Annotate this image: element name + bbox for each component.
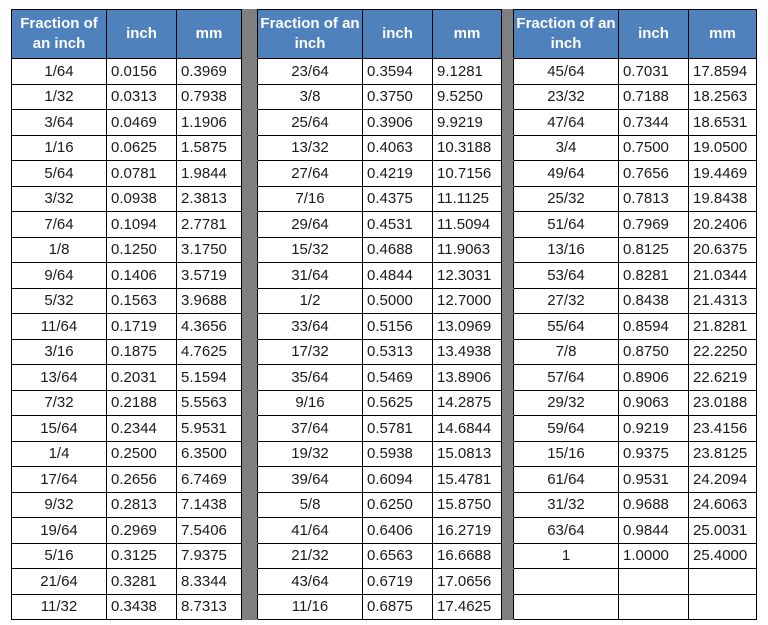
inch-cell: 0.2188 (107, 390, 177, 416)
column-separator (242, 237, 258, 263)
mm-cell: 12.7000 (433, 288, 502, 314)
column-separator (502, 10, 514, 59)
mm-cell: 18.6531 (689, 110, 757, 136)
mm-cell: 7.9375 (177, 543, 242, 569)
fraction-to-mm-conversion-table (11, 9, 757, 620)
table-row (12, 492, 757, 518)
fraction-cell: 5/64 (12, 161, 107, 187)
inch-cell: 0.6719 (363, 569, 433, 595)
inch-cell: 0.4531 (363, 212, 433, 238)
inch-cell: 1.0000 (619, 543, 689, 569)
column-separator (502, 84, 514, 110)
inch-cell: 0.9531 (619, 467, 689, 493)
column-separator (242, 288, 258, 314)
column-separator (242, 569, 258, 595)
mm-cell: 2.7781 (177, 212, 242, 238)
mm-cell: 16.6688 (433, 543, 502, 569)
mm-cell: 13.8906 (433, 365, 502, 391)
inch-cell: 0.7969 (619, 212, 689, 238)
mm-cell: 23.8125 (689, 441, 757, 467)
inch-cell: 0.3594 (363, 59, 433, 85)
fraction-cell: 7/64 (12, 212, 107, 238)
fraction-cell: 1/4 (12, 441, 107, 467)
mm-cell: 23.0188 (689, 390, 757, 416)
fraction-cell: 1/16 (12, 135, 107, 161)
column-separator (242, 543, 258, 569)
fraction-cell: 25/64 (258, 110, 363, 136)
mm-cell: 3.9688 (177, 288, 242, 314)
column-separator (242, 314, 258, 340)
inch-cell: 0.8594 (619, 314, 689, 340)
inch-cell: 0.1875 (107, 339, 177, 365)
fraction-cell: 15/64 (12, 416, 107, 442)
column-separator (502, 543, 514, 569)
column-separator (502, 212, 514, 238)
inch-cell: 0.7188 (619, 84, 689, 110)
inch-cell: 0.8281 (619, 263, 689, 289)
column-separator (242, 84, 258, 110)
mm-cell: 16.2719 (433, 518, 502, 544)
fraction-cell: 15/16 (514, 441, 619, 467)
fraction-cell: 1/2 (258, 288, 363, 314)
fraction-cell: 49/64 (514, 161, 619, 187)
table-row (12, 59, 757, 85)
inch-cell: 0.5781 (363, 416, 433, 442)
fraction-cell: 3/16 (12, 339, 107, 365)
column-separator (502, 314, 514, 340)
inch-cell: 0.2031 (107, 365, 177, 391)
inch-cell: 0.1719 (107, 314, 177, 340)
inch-cell: 0.3438 (107, 594, 177, 620)
inch-cell: 0.6875 (363, 594, 433, 620)
column-separator (242, 339, 258, 365)
fraction-cell: 15/32 (258, 237, 363, 263)
header-mm: mm (177, 10, 242, 59)
fraction-cell: 13/32 (258, 135, 363, 161)
fraction-cell: 1/64 (12, 59, 107, 85)
mm-cell: 3.1750 (177, 237, 242, 263)
table-row (12, 390, 757, 416)
header-fraction: Fraction of an inch (258, 10, 363, 59)
column-separator (242, 441, 258, 467)
mm-cell: 7.5406 (177, 518, 242, 544)
conversion-table-container (11, 9, 757, 620)
mm-cell: 4.7625 (177, 339, 242, 365)
mm-cell: 7.1438 (177, 492, 242, 518)
column-separator (502, 492, 514, 518)
mm-cell: 14.2875 (433, 390, 502, 416)
mm-cell: 4.3656 (177, 314, 242, 340)
mm-cell: 1.1906 (177, 110, 242, 136)
column-separator (242, 518, 258, 544)
mm-cell: 25.0031 (689, 518, 757, 544)
table-row (12, 314, 757, 340)
column-separator (242, 212, 258, 238)
inch-cell: 0.3125 (107, 543, 177, 569)
inch-cell: 0.8906 (619, 365, 689, 391)
mm-cell: 25.4000 (689, 543, 757, 569)
fraction-cell: 29/64 (258, 212, 363, 238)
fraction-cell: 25/32 (514, 186, 619, 212)
fraction-cell: 11/64 (12, 314, 107, 340)
column-separator (242, 390, 258, 416)
table-row (12, 110, 757, 136)
fraction-cell: 1/32 (12, 84, 107, 110)
inch-cell: 0.1094 (107, 212, 177, 238)
mm-cell: 11.1125 (433, 186, 502, 212)
fraction-cell: 1/8 (12, 237, 107, 263)
mm-cell: 0.3969 (177, 59, 242, 85)
mm-cell: 19.0500 (689, 135, 757, 161)
table-row (12, 339, 757, 365)
mm-cell: 8.7313 (177, 594, 242, 620)
inch-cell: 0.4844 (363, 263, 433, 289)
mm-cell: 17.4625 (433, 594, 502, 620)
inch-cell: 0.4375 (363, 186, 433, 212)
mm-cell: 10.7156 (433, 161, 502, 187)
table-row (12, 569, 757, 595)
inch-cell: 0.3750 (363, 84, 433, 110)
mm-cell: 13.0969 (433, 314, 502, 340)
column-separator (242, 365, 258, 391)
fraction-cell: 35/64 (258, 365, 363, 391)
table-row (12, 518, 757, 544)
table-row (12, 212, 757, 238)
header-row (12, 10, 757, 59)
column-separator (502, 59, 514, 85)
inch-cell: 0.6406 (363, 518, 433, 544)
inch-cell: 0.0625 (107, 135, 177, 161)
fraction-cell: 51/64 (514, 212, 619, 238)
column-separator (242, 416, 258, 442)
fraction-cell: 57/64 (514, 365, 619, 391)
mm-cell: 14.6844 (433, 416, 502, 442)
table-row (12, 161, 757, 187)
inch-cell: 0.6563 (363, 543, 433, 569)
inch-cell: 0.0938 (107, 186, 177, 212)
fraction-cell: 11/16 (258, 594, 363, 620)
fraction-cell: 7/16 (258, 186, 363, 212)
mm-cell: 21.0344 (689, 263, 757, 289)
fraction-cell: 3/64 (12, 110, 107, 136)
mm-cell: 24.2094 (689, 467, 757, 493)
inch-cell: 0.8750 (619, 339, 689, 365)
inch-cell: 0.3281 (107, 569, 177, 595)
inch-cell: 0.9375 (619, 441, 689, 467)
fraction-cell: 31/32 (514, 492, 619, 518)
mm-cell: 5.5563 (177, 390, 242, 416)
table-row (12, 288, 757, 314)
inch-cell: 0.7813 (619, 186, 689, 212)
table-row (12, 84, 757, 110)
inch-cell: 0.9063 (619, 390, 689, 416)
inch-cell: 0.6094 (363, 467, 433, 493)
mm-cell: 22.6219 (689, 365, 757, 391)
fraction-cell: 17/64 (12, 467, 107, 493)
fraction-cell: 7/8 (514, 339, 619, 365)
table-row (12, 263, 757, 289)
inch-cell: 0.5469 (363, 365, 433, 391)
inch-cell (619, 594, 689, 620)
header-inch: inch (619, 10, 689, 59)
fraction-cell: 11/32 (12, 594, 107, 620)
fraction-cell: 5/32 (12, 288, 107, 314)
table-row (12, 441, 757, 467)
fraction-cell: 9/32 (12, 492, 107, 518)
table-row (12, 467, 757, 493)
mm-cell: 5.9531 (177, 416, 242, 442)
fraction-cell: 43/64 (258, 569, 363, 595)
fraction-cell: 13/16 (514, 237, 619, 263)
fraction-cell: 1 (514, 543, 619, 569)
mm-cell: 6.7469 (177, 467, 242, 493)
inch-cell: 0.2813 (107, 492, 177, 518)
column-separator (242, 467, 258, 493)
mm-cell: 2.3813 (177, 186, 242, 212)
fraction-cell: 39/64 (258, 467, 363, 493)
column-separator (502, 237, 514, 263)
header-inch: inch (363, 10, 433, 59)
fraction-cell: 5/8 (258, 492, 363, 518)
fraction-cell: 19/64 (12, 518, 107, 544)
mm-cell: 15.4781 (433, 467, 502, 493)
mm-cell: 17.0656 (433, 569, 502, 595)
mm-cell (689, 569, 757, 595)
inch-cell: 0.0156 (107, 59, 177, 85)
inch-cell: 0.3906 (363, 110, 433, 136)
inch-cell: 0.1406 (107, 263, 177, 289)
mm-cell: 15.8750 (433, 492, 502, 518)
inch-cell: 0.4219 (363, 161, 433, 187)
mm-cell: 18.2563 (689, 84, 757, 110)
header-mm: mm (689, 10, 757, 59)
mm-cell: 8.3344 (177, 569, 242, 595)
inch-cell: 0.9844 (619, 518, 689, 544)
inch-cell: 0.5313 (363, 339, 433, 365)
fraction-cell: 5/16 (12, 543, 107, 569)
column-separator (502, 518, 514, 544)
inch-cell: 0.2969 (107, 518, 177, 544)
fraction-cell: 21/64 (12, 569, 107, 595)
table-row (12, 416, 757, 442)
inch-cell: 0.4688 (363, 237, 433, 263)
inch-cell: 0.2656 (107, 467, 177, 493)
mm-cell: 6.3500 (177, 441, 242, 467)
column-separator (242, 594, 258, 620)
inch-cell: 0.7344 (619, 110, 689, 136)
mm-cell: 1.5875 (177, 135, 242, 161)
mm-cell: 23.4156 (689, 416, 757, 442)
fraction-cell: 17/32 (258, 339, 363, 365)
column-separator (502, 339, 514, 365)
column-separator (242, 263, 258, 289)
column-separator (502, 569, 514, 595)
column-separator (502, 186, 514, 212)
table-row (12, 365, 757, 391)
inch-cell: 0.5938 (363, 441, 433, 467)
inch-cell: 0.9219 (619, 416, 689, 442)
table-row (12, 135, 757, 161)
fraction-cell: 27/32 (514, 288, 619, 314)
column-separator (242, 186, 258, 212)
column-separator (502, 161, 514, 187)
fraction-cell: 37/64 (258, 416, 363, 442)
inch-cell: 0.2344 (107, 416, 177, 442)
mm-cell: 17.8594 (689, 59, 757, 85)
mm-cell: 9.9219 (433, 110, 502, 136)
inch-cell: 0.4063 (363, 135, 433, 161)
mm-cell: 24.6063 (689, 492, 757, 518)
mm-cell: 15.0813 (433, 441, 502, 467)
column-separator (502, 416, 514, 442)
fraction-cell: 3/32 (12, 186, 107, 212)
inch-cell: 0.8125 (619, 237, 689, 263)
column-separator (242, 59, 258, 85)
inch-cell: 0.0781 (107, 161, 177, 187)
mm-cell (689, 594, 757, 620)
column-separator (502, 110, 514, 136)
mm-cell: 0.7938 (177, 84, 242, 110)
fraction-cell: 7/32 (12, 390, 107, 416)
mm-cell: 5.1594 (177, 365, 242, 391)
inch-cell: 0.9688 (619, 492, 689, 518)
fraction-cell: 9/64 (12, 263, 107, 289)
fraction-cell: 21/32 (258, 543, 363, 569)
fraction-cell: 59/64 (514, 416, 619, 442)
inch-cell: 0.5000 (363, 288, 433, 314)
fraction-cell: 23/64 (258, 59, 363, 85)
fraction-cell: 19/32 (258, 441, 363, 467)
fraction-cell: 31/64 (258, 263, 363, 289)
table-row (12, 543, 757, 569)
fraction-cell: 41/64 (258, 518, 363, 544)
fraction-cell: 3/4 (514, 135, 619, 161)
inch-cell: 0.2500 (107, 441, 177, 467)
header-fraction: Fraction of an inch (514, 10, 619, 59)
mm-cell: 3.5719 (177, 263, 242, 289)
mm-cell: 21.4313 (689, 288, 757, 314)
fraction-cell (514, 594, 619, 620)
column-separator (242, 110, 258, 136)
inch-cell: 0.5156 (363, 314, 433, 340)
column-separator (502, 467, 514, 493)
fraction-cell: 9/16 (258, 390, 363, 416)
inch-cell: 0.7031 (619, 59, 689, 85)
fraction-cell: 3/8 (258, 84, 363, 110)
inch-cell: 0.7656 (619, 161, 689, 187)
fraction-cell: 13/64 (12, 365, 107, 391)
mm-cell: 19.4469 (689, 161, 757, 187)
column-separator (502, 263, 514, 289)
column-separator (242, 492, 258, 518)
inch-cell: 0.0313 (107, 84, 177, 110)
table-row (12, 594, 757, 620)
column-separator (242, 135, 258, 161)
column-separator (502, 594, 514, 620)
inch-cell: 0.6250 (363, 492, 433, 518)
inch-cell: 0.8438 (619, 288, 689, 314)
mm-cell: 10.3188 (433, 135, 502, 161)
fraction-cell: 27/64 (258, 161, 363, 187)
fraction-cell: 45/64 (514, 59, 619, 85)
mm-cell: 13.4938 (433, 339, 502, 365)
fraction-cell: 61/64 (514, 467, 619, 493)
column-separator (502, 365, 514, 391)
mm-cell: 12.3031 (433, 263, 502, 289)
column-separator (242, 10, 258, 59)
mm-cell: 22.2250 (689, 339, 757, 365)
mm-cell: 11.9063 (433, 237, 502, 263)
mm-cell: 9.5250 (433, 84, 502, 110)
inch-cell: 0.1250 (107, 237, 177, 263)
column-separator (502, 441, 514, 467)
header-inch: inch (107, 10, 177, 59)
fraction-cell (514, 569, 619, 595)
fraction-cell: 29/32 (514, 390, 619, 416)
mm-cell: 9.1281 (433, 59, 502, 85)
inch-cell (619, 569, 689, 595)
column-separator (502, 135, 514, 161)
mm-cell: 20.2406 (689, 212, 757, 238)
fraction-cell: 33/64 (258, 314, 363, 340)
mm-cell: 11.5094 (433, 212, 502, 238)
fraction-cell: 63/64 (514, 518, 619, 544)
fraction-cell: 47/64 (514, 110, 619, 136)
table-row (12, 237, 757, 263)
fraction-cell: 53/64 (514, 263, 619, 289)
mm-cell: 19.8438 (689, 186, 757, 212)
mm-cell: 21.8281 (689, 314, 757, 340)
inch-cell: 0.1563 (107, 288, 177, 314)
mm-cell: 1.9844 (177, 161, 242, 187)
inch-cell: 0.7500 (619, 135, 689, 161)
fraction-cell: 23/32 (514, 84, 619, 110)
header-mm: mm (433, 10, 502, 59)
inch-cell: 0.5625 (363, 390, 433, 416)
inch-cell: 0.0469 (107, 110, 177, 136)
table-row (12, 186, 757, 212)
column-separator (502, 390, 514, 416)
column-separator (242, 161, 258, 187)
mm-cell: 20.6375 (689, 237, 757, 263)
column-separator (502, 288, 514, 314)
header-fraction: Fraction of an inch (12, 10, 107, 59)
fraction-cell: 55/64 (514, 314, 619, 340)
